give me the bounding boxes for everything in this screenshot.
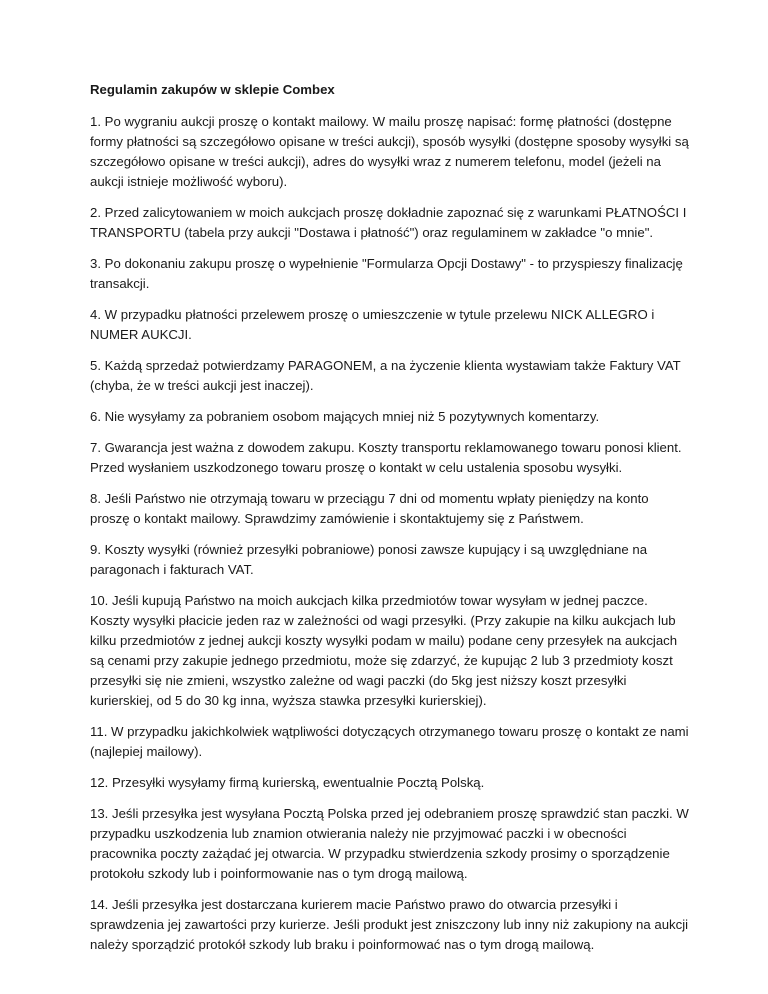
rule-paragraph-4: 4. W przypadku płatności przelewem proszę o umieszczenie w tytule przelewu NICK ALLEGRO i NUMER AUKCJI. (90, 307, 655, 342)
rule-paragraph-9: 9. Koszty wysyłki (również przesyłki pobraniowe) ponosi zawsze kupujący i są uwzględniane na paragonach i fakturach VAT. (90, 542, 648, 577)
rule-paragraph-3: 3. Po dokonaniu zakupu proszę o wypełnienie "Formularza Opcji Dostawy" - to przyspieszy finalizację transakcji. (90, 256, 683, 291)
rule-paragraph-6: 6. Nie wysyłamy za pobraniem osobom mających mniej niż 5 pozytywnych komentarzy. (90, 409, 600, 424)
rule-paragraph-10: 10. Jeśli kupują Państwo na moich aukcjach kilka przedmiotów towar wysyłam w jednej paczce. Koszty wysyłki płacicie jeden raz w zależności od wagi przesyłki. (Przy zakupie na kilku aukcjach lub kilku przedmiotów z jednej aukcji koszty wysyłki podam w mailu) podane ceny przesyłek na aukcjach są cenami przy zakupie jednego przedmiotu, może się zdarzyć, że kupując 2 lub 3 przedmioty koszt przesyłki się nie zmieni, wszystko zależne od wagi paczki (do 5kg jest niższy koszt przesyłki kurierskiej, od 5 do 30 kg inna, wyższa stawka przesyłki kurierskiej). (90, 593, 678, 708)
rule-paragraph-12: 12. Przesyłki wysyłamy firmą kurierską, ewentualnie Pocztą Polską. (90, 775, 485, 790)
rule-paragraph-8: 8. Jeśli Państwo nie otrzymają towaru w przeciągu 7 dni od momentu wpłaty pieniędzy na konto proszę o kontakt mailowy. Sprawdzimy zamówienie i skontaktujemy się z Państwem. (90, 491, 649, 526)
rule-paragraph-14: 14. Jeśli przesyłka jest dostarczana kurierem macie Państwo prawo do otwarcia przesyłki i sprawdzenia jej zawartości przy kurierze. Jeśli produkt jest zniszczony lub inny niż zakupiony na aukcji należy sporządzić protokół szkody lub braku i poinformować nas o tym drogą mailową. (90, 897, 689, 952)
rule-paragraph-11: 11. W przypadku jakichkolwiek wątpliwości dotyczących otrzymanego towaru proszę o kontakt ze nami (najlepiej mailowy). (90, 724, 689, 759)
rule-paragraph-1: 1. Po wygraniu aukcji proszę o kontakt mailowy. W mailu proszę napisać: formę płatności (dostępne formy płatności są szczegółowo opisane w treści aukcji), sposób wysyłki (dostępne sposoby wysyłki są szczegółowo opisane w treści aukcji), adres do wysyłki wraz z numerem telefonu, model (jeżeli na aukcji istnieje możliwość wyboru). (90, 114, 689, 189)
document-page (90, 80, 690, 966)
rule-paragraph-7: 7. Gwarancja jest ważna z dowodem zakupu. Koszty transportu reklamowanego towaru ponosi klient. Przed wysłaniem uszkodzonego towaru proszę o kontakt w celu ustalenia sposobu wysyłki. (90, 440, 682, 475)
rule-paragraph-13: 13. Jeśli przesyłka jest wysyłana Pocztą Polska przed jej odebraniem proszę sprawdzić stan paczki. W przypadku uszkodzenia lub znamion otwierania należy nie przyjmować paczki i w obecności pracownika poczty zażądać jej otwarcia. W przypadku stwierdzenia szkody prosimy o sporządzenie protokołu szkody lub i poinformowanie nas o tym drogą mailową. (90, 806, 689, 881)
rule-paragraph-2: 2. Przed zalicytowaniem w moich aukcjach proszę dokładnie zapoznać się z warunkami PŁATNOŚCI I TRANSPORTU (tabela przy aukcji "Dostawa i płatność") oraz regulaminem w zakładce "o mnie". (90, 205, 687, 240)
rule-paragraph-5: 5. Każdą sprzedaż potwierdzamy PARAGONEM, a na życzenie klienta wystawiam także Faktury VAT (chyba, że w treści aukcji jest inaczej). (90, 358, 681, 393)
document-title: Regulamin zakupów w sklepie Combex (90, 82, 335, 97)
